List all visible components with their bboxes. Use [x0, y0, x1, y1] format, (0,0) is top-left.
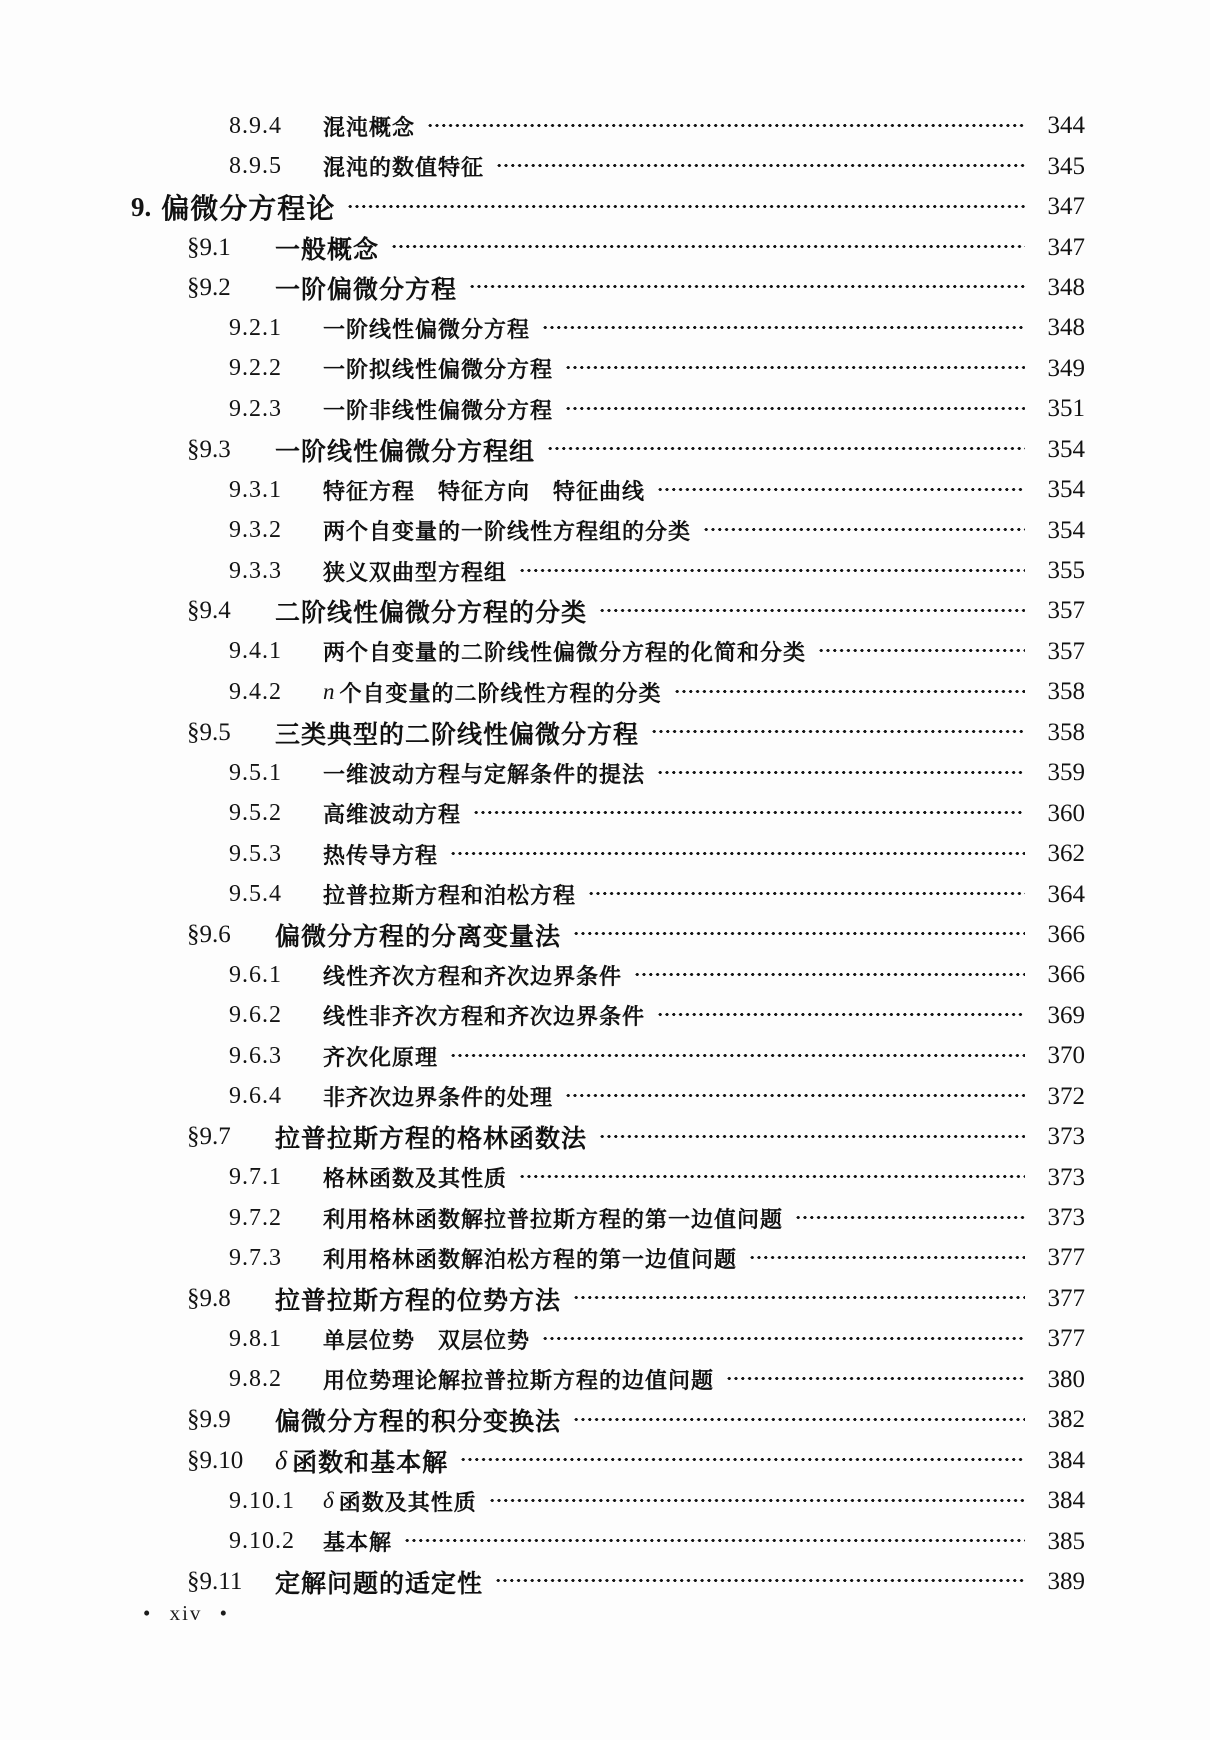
toc-row: [229, 793, 1085, 833]
dot-leader: [634, 971, 1025, 978]
toc-entry-page: 349: [1047, 354, 1085, 382]
toc-entry-title: 一阶线性偏微分方程组: [275, 437, 536, 466]
toc-entry-number: 9.10.1: [229, 1487, 295, 1514]
toc-row: [229, 1198, 1085, 1238]
toc-entry-page: 345: [1047, 152, 1085, 180]
toc-entry-page: 373: [1047, 1204, 1085, 1232]
toc-entry-title: 一般概念: [275, 235, 380, 264]
toc-entry-page: 354: [1047, 516, 1085, 544]
dot-leader: [818, 647, 1025, 654]
toc-entry-title: 特征方程 特征方向 特征曲线: [323, 478, 646, 504]
toc-entry-title: 函数及其性质: [338, 1489, 477, 1515]
toc-entry-title: 狭义双曲型方程组: [323, 559, 508, 585]
toc-entry-number: 9.8.2: [229, 1366, 282, 1393]
toc-entry-page: 384: [1047, 1487, 1085, 1515]
toc-entry-title: 线性齐次方程和齐次边界条件: [323, 963, 623, 989]
dot-leader: [599, 607, 1025, 614]
toc-entry-page: 372: [1047, 1082, 1085, 1110]
toc-entry-title: 函数和基本解: [292, 1448, 449, 1477]
toc-entry-title: 偏微分方程论: [161, 193, 336, 225]
toc-entry-page: 377: [1047, 1244, 1085, 1272]
dot-leader: [657, 1011, 1025, 1018]
toc-entry-number: §9.5: [187, 718, 231, 746]
toc-row: [229, 470, 1085, 510]
toc-entry-title: 热传导方程: [323, 842, 439, 868]
toc-entry-page: 377: [1047, 1325, 1085, 1353]
dot-leader: [404, 1537, 1025, 1544]
dot-leader: [657, 769, 1025, 776]
toc-entry-page: 384: [1047, 1446, 1085, 1474]
toc-row: [229, 308, 1085, 348]
toc-entry-number: 9.6.3: [229, 1042, 282, 1069]
toc-entry-title: 一阶非线性偏微分方程: [323, 397, 554, 423]
toc-entry-page: 362: [1047, 840, 1085, 868]
dot-leader: [573, 1416, 1025, 1423]
toc-entry-number: 9.: [131, 191, 152, 222]
toc-entry-page: 347: [1047, 193, 1085, 221]
toc-entry-title: 利用格林函数解拉普拉斯方程的第一边值问题: [323, 1206, 784, 1232]
toc-entry-number: 9.2.3: [229, 395, 282, 422]
dot-leader: [519, 567, 1025, 574]
toc-row: [229, 1481, 1085, 1521]
toc-row: [187, 430, 1085, 470]
toc-entry-page: 357: [1047, 637, 1085, 665]
toc-entry-number: 9.3.2: [229, 517, 282, 544]
toc-entry-number: §9.11: [187, 1567, 243, 1595]
toc-entry-title: 三类典型的二阶线性偏微分方程: [275, 720, 640, 749]
toc-entry-number: 9.3.1: [229, 476, 282, 503]
dot-leader: [599, 1133, 1025, 1140]
toc-entry-title: 格林函数及其性质: [323, 1166, 508, 1192]
toc-entry-page: 373: [1047, 1123, 1085, 1151]
toc-entry-number: 9.8.1: [229, 1325, 282, 1352]
toc-entry-page: 366: [1047, 920, 1085, 948]
toc-entry-page: 370: [1047, 1042, 1085, 1070]
toc-entry-number: 9.6.1: [229, 961, 282, 988]
toc-row: [229, 1077, 1085, 1117]
toc-entry-number: 9.7.2: [229, 1204, 282, 1231]
dot-leader: [651, 728, 1025, 735]
toc-entry-number: §9.6: [187, 920, 231, 948]
toc-row: [187, 1117, 1085, 1157]
toc-entry-number: §9.8: [187, 1284, 231, 1312]
toc-entry-number: §9.9: [187, 1406, 231, 1434]
toc-row: [229, 1157, 1085, 1197]
toc-entry-title: 齐次化原理: [323, 1044, 439, 1070]
dot-leader: [450, 1052, 1025, 1059]
dot-leader: [674, 688, 1025, 695]
toc-entry-number: 9.5.1: [229, 759, 282, 786]
toc-entry-number: §9.4: [187, 597, 231, 625]
toc-entry-number: 9.4.1: [229, 638, 282, 665]
toc-entry-page: 369: [1047, 1001, 1085, 1029]
toc-entry-page: 347: [1047, 233, 1085, 261]
toc-entry-title: 定解问题的适定性: [275, 1569, 484, 1598]
toc-entry-page: 357: [1047, 597, 1085, 625]
toc-row: [187, 1562, 1085, 1602]
toc-row: [187, 713, 1085, 753]
toc-entry-page: 358: [1047, 718, 1085, 746]
toc-row: [187, 591, 1085, 631]
toc-entry-title: 两个自变量的二阶线性偏微分方程的化简和分类: [323, 640, 807, 666]
toc-entry-title: 基本解: [323, 1530, 393, 1556]
toc-entry-number: 8.9.5: [229, 153, 282, 180]
toc-row: [229, 874, 1085, 914]
toc-entry-number: 9.5.3: [229, 840, 282, 867]
toc-row: [229, 1238, 1085, 1278]
dot-leader: [542, 324, 1025, 331]
toc-entry-title: 个自变量的二阶线性方程的分类: [339, 680, 662, 706]
dot-leader: [347, 203, 1025, 210]
toc-entry-page: 373: [1047, 1163, 1085, 1191]
dot-leader: [460, 1456, 1025, 1463]
dot-leader: [391, 243, 1025, 250]
dot-leader: [657, 486, 1025, 493]
toc-entry-page: 360: [1047, 799, 1085, 827]
toc-entry-number: 9.2.1: [229, 314, 282, 341]
dot-leader: [726, 1375, 1025, 1382]
toc-entry-page: 358: [1047, 678, 1085, 706]
dot-leader: [496, 162, 1025, 169]
toc-row: [187, 1400, 1085, 1440]
toc-row: [229, 1036, 1085, 1076]
toc-row: [229, 632, 1085, 672]
dot-leader: [749, 1254, 1025, 1261]
toc-entry-title: 线性非齐次方程和齐次边界条件: [323, 1004, 646, 1030]
dot-leader: [573, 1294, 1025, 1301]
toc-row: [229, 551, 1085, 591]
toc-entry-page: 385: [1047, 1527, 1085, 1555]
dot-leader: [489, 1497, 1025, 1504]
dot-leader: [469, 283, 1025, 290]
toc-row: [229, 389, 1085, 429]
toc-entry-number: §9.2: [187, 273, 231, 301]
dot-leader: [573, 930, 1025, 937]
toc-entry-page: 377: [1047, 1284, 1085, 1312]
toc-row: [229, 955, 1085, 995]
toc-entry-page: 389: [1047, 1567, 1085, 1595]
toc-entry-title: 二阶线性偏微分方程的分类: [275, 599, 588, 628]
toc-row: [229, 672, 1085, 712]
toc-entry-number: 9.10.2: [229, 1528, 295, 1555]
dot-leader: [450, 850, 1025, 857]
dot-leader: [427, 122, 1025, 129]
toc-entry-title: 用位势理论解拉普拉斯方程的边值问题: [323, 1368, 715, 1394]
toc-row: [229, 1360, 1085, 1400]
toc-row: [229, 1521, 1085, 1561]
toc-entry-page: 348: [1047, 273, 1085, 301]
toc-entry-number: §9.7: [187, 1123, 231, 1151]
toc-entry-number: 9.6.2: [229, 1002, 282, 1029]
toc-entry-page: 348: [1047, 314, 1085, 342]
toc-entry-variable: δ: [275, 1445, 288, 1475]
toc-entry-page: 355: [1047, 557, 1085, 585]
toc-entry-title: 一阶拟线性偏微分方程: [323, 357, 554, 383]
toc-entry-page: 382: [1047, 1406, 1085, 1434]
toc-entry-number: 9.3.3: [229, 557, 282, 584]
dot-leader: [565, 1092, 1025, 1099]
toc-entry-number: §9.1: [187, 233, 231, 261]
toc-entry-number: 9.4.2: [229, 678, 282, 705]
toc-entry-page: 344: [1047, 112, 1085, 140]
toc-entry-title: 高维波动方程: [323, 802, 462, 828]
toc-row: [229, 996, 1085, 1036]
toc-entry-page: 351: [1047, 395, 1085, 423]
toc-entry-page: 354: [1047, 476, 1085, 504]
toc-row: [229, 753, 1085, 793]
toc-entry-number: §9.3: [187, 435, 231, 463]
toc-row: [229, 834, 1085, 874]
toc-entry-page: 359: [1047, 759, 1085, 787]
toc-entry-number: 9.5.4: [229, 881, 282, 908]
toc-entry-title: 利用格林函数解泊松方程的第一边值问题: [323, 1246, 738, 1272]
toc-entry-title: 一维波动方程与定解条件的提法: [323, 761, 646, 787]
toc-entry-title: 偏微分方程的积分变换法: [275, 1408, 562, 1437]
toc-entry-title: 拉普拉斯方程和泊松方程: [323, 883, 577, 909]
dot-leader: [795, 1214, 1025, 1221]
dot-leader: [542, 1335, 1025, 1342]
toc-row: [187, 268, 1085, 308]
toc-list: [131, 106, 1085, 1602]
toc-row: [187, 1440, 1085, 1480]
toc-entry-page: 366: [1047, 961, 1085, 989]
dot-leader: [473, 809, 1025, 816]
toc-entry-variable: δ: [323, 1488, 334, 1514]
toc-entry-title: 两个自变量的一阶线性方程组的分类: [323, 519, 692, 545]
toc-entry-title: 混沌概念: [323, 114, 416, 140]
toc-entry-variable: n: [323, 679, 335, 705]
toc-entry-number: 9.5.2: [229, 800, 282, 827]
dot-leader: [565, 405, 1025, 412]
toc-entry-title: 拉普拉斯方程的格林函数法: [275, 1125, 588, 1154]
toc-row: [229, 510, 1085, 550]
dot-leader: [588, 890, 1025, 897]
toc-row: [229, 106, 1085, 146]
toc-entry-title: 混沌的数值特征: [323, 155, 485, 181]
page-number-footer: • xiv •: [143, 1601, 230, 1625]
toc-entry-number: 9.2.2: [229, 355, 282, 382]
toc-row: [187, 227, 1085, 267]
toc-entry-number: 9.6.4: [229, 1083, 282, 1110]
dot-leader: [703, 526, 1025, 533]
dot-leader: [495, 1577, 1025, 1584]
toc-entry-title: 一阶线性偏微分方程: [323, 316, 531, 342]
dot-leader: [565, 364, 1025, 371]
toc-entry-title: 单层位势 双层位势: [323, 1327, 531, 1353]
toc-entry-title: 一阶偏微分方程: [275, 275, 458, 304]
toc-entry-title: 偏微分方程的分离变量法: [275, 922, 562, 951]
toc-entry-number: 9.7.3: [229, 1244, 282, 1271]
toc-entry-number: §9.10: [187, 1446, 244, 1474]
toc-entry-number: 9.7.1: [229, 1164, 282, 1191]
toc-entry-page: 364: [1047, 880, 1085, 908]
toc-row: [131, 187, 1085, 227]
dot-leader: [519, 1173, 1025, 1180]
toc-entry-title: 非齐次边界条件的处理: [323, 1085, 554, 1111]
toc-row: [229, 1319, 1085, 1359]
toc-row: [187, 1279, 1085, 1319]
toc-row: [187, 915, 1085, 955]
dot-leader: [547, 445, 1025, 452]
toc-entry-page: 380: [1047, 1365, 1085, 1393]
toc-entry-page: 354: [1047, 435, 1085, 463]
toc-row: [229, 349, 1085, 389]
toc-entry-title: 拉普拉斯方程的位势方法: [275, 1286, 562, 1315]
toc-row: [229, 146, 1085, 186]
toc-entry-number: 8.9.4: [229, 112, 282, 139]
